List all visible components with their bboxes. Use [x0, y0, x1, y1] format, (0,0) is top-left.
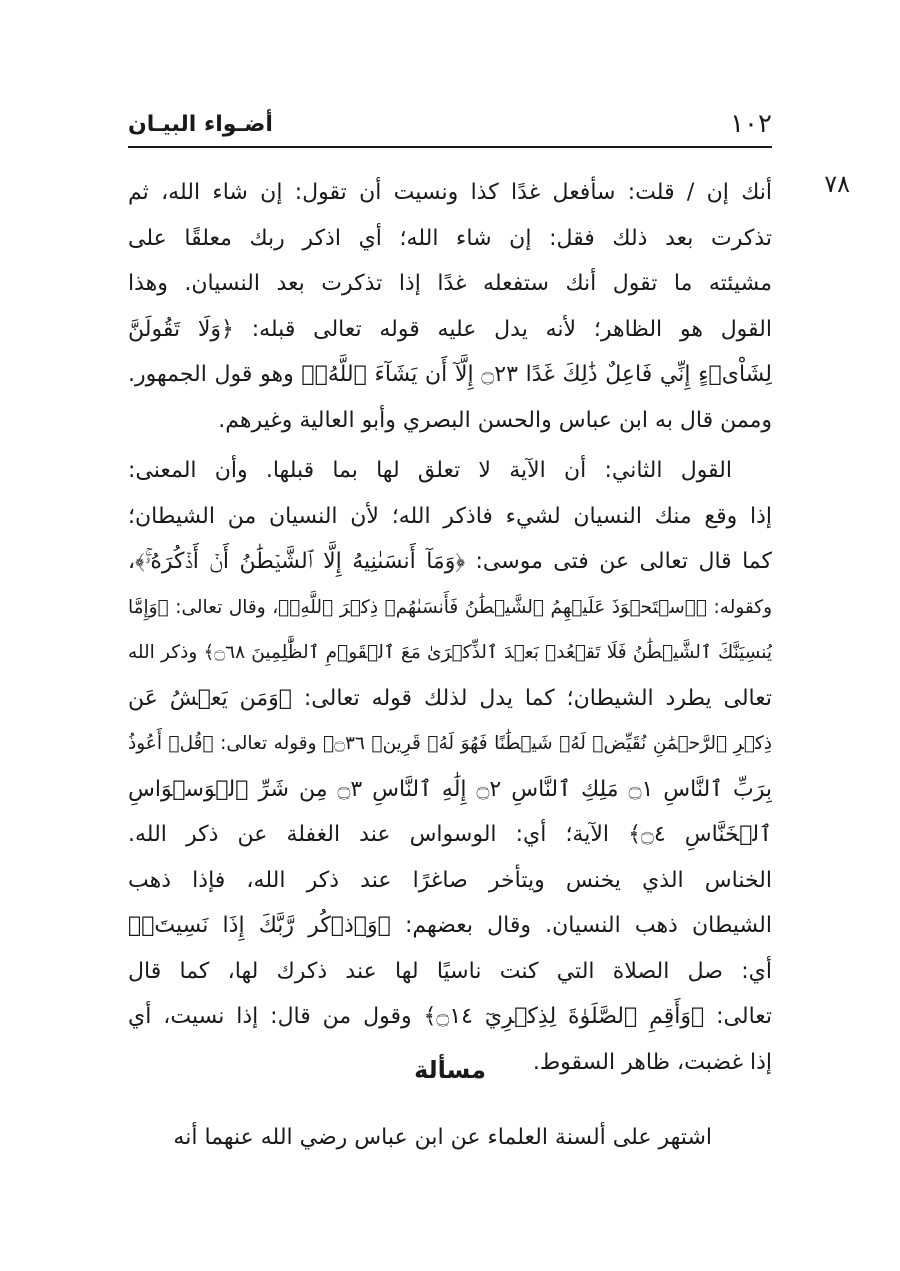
paragraph-issue	[128, 1115, 772, 1161]
text-line: أنك إن / قلت: سأفعل غدًا كذا ونسيت أن تقول: إن شاء الله، ثم	[128, 180, 772, 205]
text-line: ذِكۡرِ ٱلرَّحۡمَٰنِ نُقَيِّضۡ لَهُۥ شَيۡطَٰنًا فَهُوَ لَهُۥ قَرِينٞ ۝٣٦﴾ وقوله تعالى: ﴿قُلۡ أَعُوذُ	[128, 733, 772, 754]
text-line: يُنسِيَنَّكَ ٱلشَّيۡطَٰنُ فَلَا تَقۡعُدۡ بَعۡدَ ٱلذِّكۡرَىٰ مَعَ ٱلۡقَوۡمِ ٱلظَّٰلِمِينَ ۝٦٨﴾ وذكر الله	[128, 642, 772, 663]
text-line: وكقوله: ﴿ٱسۡتَحۡوَذَ عَلَيۡهِمُ ٱلشَّيۡطَٰنُ فَأَنسَىٰهُمۡ ذِكۡرَ ٱللَّهِۚ﴾، وقال تعالى: ﴿وَإِمَّا	[128, 596, 772, 618]
text-line: اشتهر على ألسنة العلماء عن ابن عباس رضي الله عنهما أنه	[173, 1125, 712, 1150]
text-line: لِشَاْىۡءٍ إِنِّي فَاعِلٌ ذَٰلِكَ غَدًا ۝٢٣ إِلَّآ أَن يَشَآءَ ٱللَّهُۚ﴾ وهو قول الجمهور.	[128, 362, 772, 387]
text-line: بِرَبِّ ٱلنَّاسِ ۝١ مَلِكِ ٱلنَّاسِ ۝٢ إِلَٰهِ ٱلنَّاسِ ۝٣ مِن شَرِّ ٱلۡوَسۡوَاسِ	[128, 776, 772, 802]
page-number: ١٠٢	[730, 109, 772, 139]
text-line: إذا وقع منك النسيان لشيء فاذكر الله؛ لأن النسيان من الشيطان؛	[128, 503, 772, 529]
text-line: كما قال تعالى عن فتى موسى: ﴿وَمَآ أَنسَىٰنِيهُ إِلَّا ٱلشَّيۡطَٰنُ أَنۡ أَذۡكُرَهُۥۚ﴾،	[128, 549, 772, 574]
text-line: ٱلۡخَنَّاسِ ۝٤﴾ الآية؛ أي: الوسواس عند الغفلة عن ذكر الله.	[128, 822, 772, 847]
text-line: وممن قال به ابن عباس والحسن البصري وأبو العالية وغيرهم.	[218, 407, 772, 433]
running-title: أضـواء البيـان	[128, 111, 273, 137]
section-heading: مسألة	[414, 1056, 486, 1084]
text-line: تعالى: ﴿وَأَقِمِ ٱلصَّلَوٰةَ لِذِكۡرِيٓ ۝١٤﴾ وقول من قال: إذا نسيت، أي	[128, 1004, 772, 1029]
paragraph-second-opinion	[128, 448, 772, 1085]
page-header	[128, 102, 772, 148]
paragraph-first-opinion	[128, 170, 772, 443]
text-line: مشيئته ما تقول أنك ستفعله غدًا إذا تذكرت بعد النسيان. وهذا	[128, 271, 772, 296]
text-line: القول هو الظاهر؛ لأنه يدل عليه قوله تعالى قبله: ﴿وَلَا تَقُولَنَّ	[128, 316, 772, 342]
text-line: تعالى يطرد الشيطان؛ كما يدل لذلك قوله تعالى: ﴿وَمَن يَعۡشُ عَن	[128, 685, 772, 711]
text-line: القول الثاني: أن الآية لا تعلق لها بما قبلها. وأن المعنى:	[128, 458, 732, 483]
text-line: أي: صل الصلاة التي كنت ناسيًا لها عند ذكرك لها، كما قال	[128, 958, 772, 984]
text-line: إذا غضبت، ظاهر السقوط.	[532, 1049, 772, 1075]
margin-page-reference: ٧٨	[824, 170, 850, 198]
text-line: الشيطان ذهب النسيان. وقال بعضهم: ﴿وَٱذۡكُر رَّبَّكَ إِذَا نَسِيتَۚ﴾	[128, 913, 772, 938]
text-line: الخناس الذي يخنس ويتأخر صاغرًا عند ذكر الله، فإذا ذهب	[128, 867, 772, 893]
text-line: تذكرت بعد ذلك فقل: إن شاء الله؛ أي اذكر ربك معلقًا على	[128, 225, 772, 251]
